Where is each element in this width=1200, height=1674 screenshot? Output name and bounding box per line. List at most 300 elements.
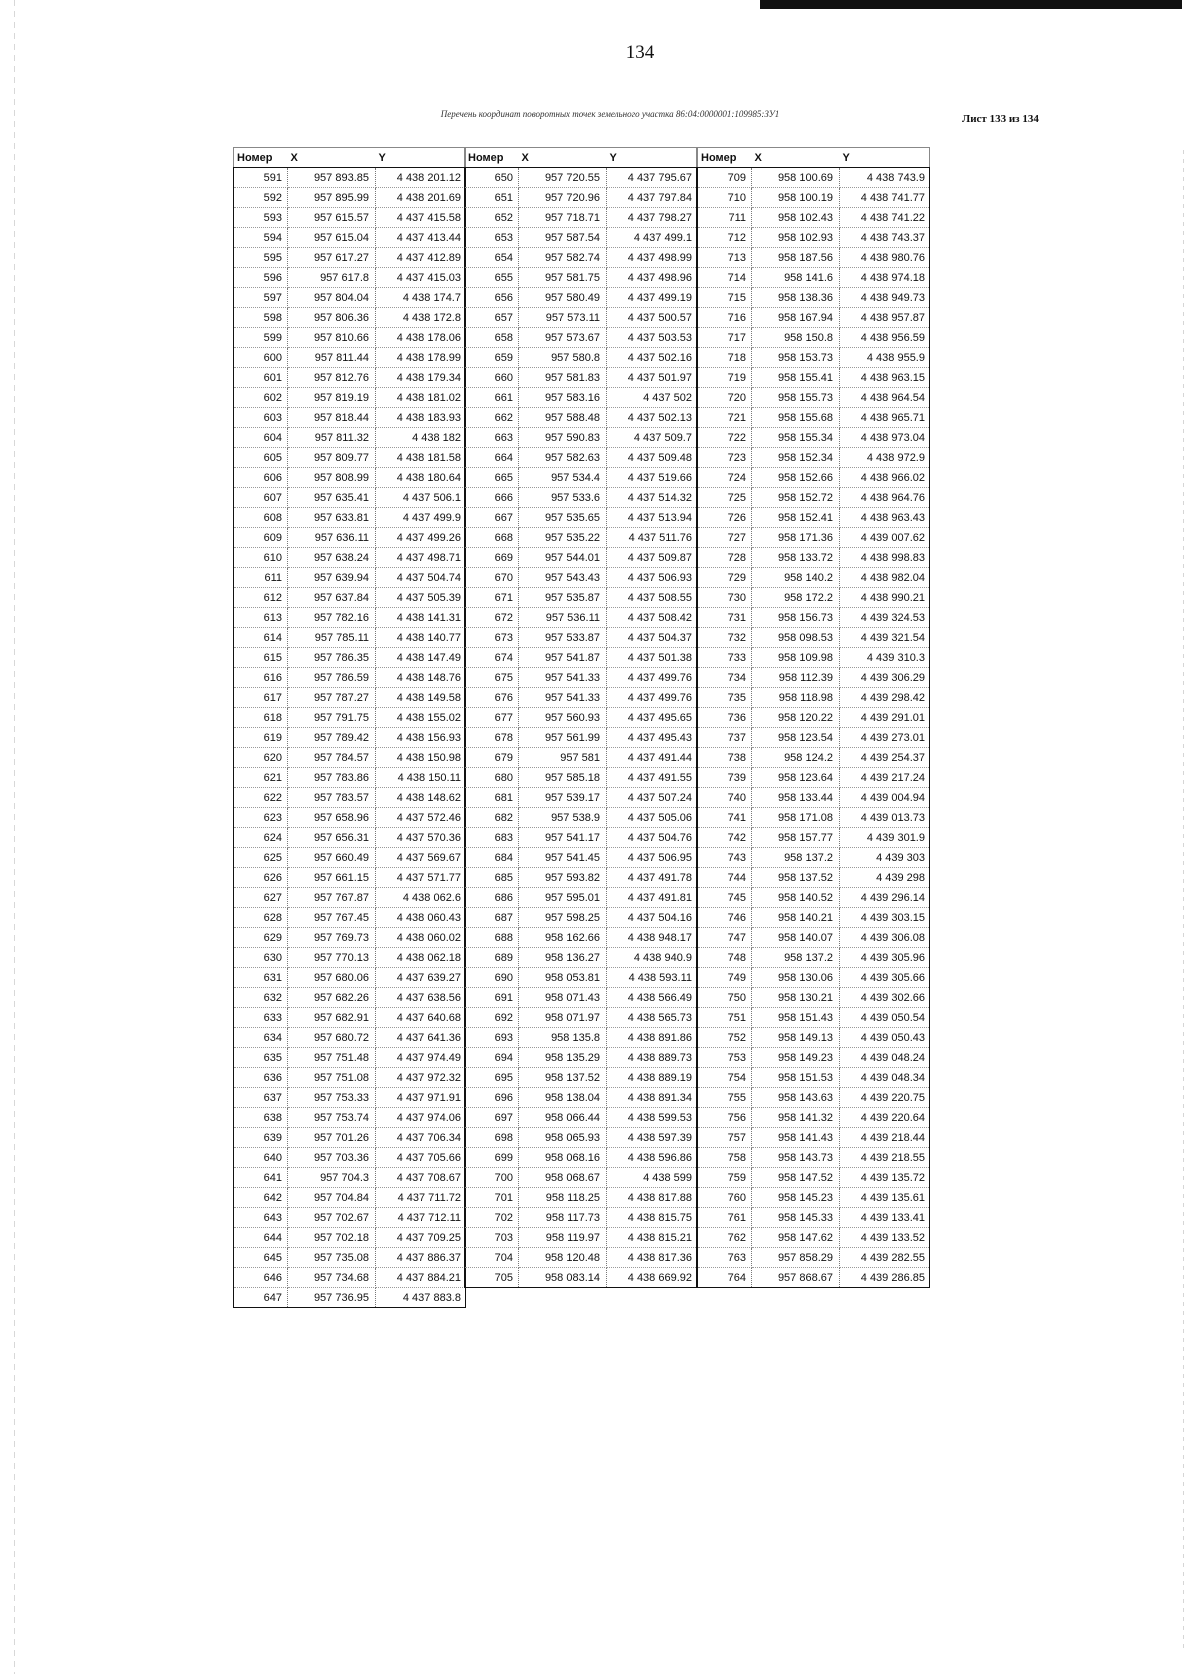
y-coordinate-cell: 4 439 303 xyxy=(840,848,930,868)
x-coordinate-cell: 957 535.65 xyxy=(519,508,607,528)
x-coordinate-cell: 957 868.67 xyxy=(752,1268,840,1288)
table-row xyxy=(698,908,930,928)
table-row xyxy=(698,1028,930,1048)
x-coordinate-cell: 957 858.29 xyxy=(752,1248,840,1268)
table-row xyxy=(234,588,466,608)
x-coordinate-cell: 958 068.16 xyxy=(519,1148,607,1168)
table-row xyxy=(465,948,697,968)
point-number-cell: 593 xyxy=(234,208,288,228)
x-coordinate-cell: 957 718.71 xyxy=(519,208,607,228)
x-coordinate-cell: 958 102.43 xyxy=(752,208,840,228)
table-row xyxy=(234,1268,466,1288)
table-row xyxy=(698,768,930,788)
x-coordinate-cell: 957 720.55 xyxy=(519,168,607,188)
x-coordinate-cell: 958 135.29 xyxy=(519,1048,607,1068)
table-row xyxy=(465,508,697,528)
y-coordinate-cell: 4 437 508.55 xyxy=(607,588,697,608)
x-coordinate-cell: 958 171.08 xyxy=(752,808,840,828)
point-number-cell: 677 xyxy=(465,708,519,728)
table-row xyxy=(698,348,930,368)
table-row xyxy=(465,568,697,588)
point-number-cell: 701 xyxy=(465,1188,519,1208)
y-coordinate-cell: 4 438 891.34 xyxy=(607,1088,697,1108)
table-row xyxy=(465,868,697,888)
point-number-cell: 592 xyxy=(234,188,288,208)
y-coordinate-cell: 4 437 499.26 xyxy=(376,528,466,548)
scan-right-edge xyxy=(1183,150,1184,1650)
x-coordinate-cell: 957 536.11 xyxy=(519,608,607,628)
x-coordinate-cell: 957 573.11 xyxy=(519,308,607,328)
x-coordinate-cell: 958 151.53 xyxy=(752,1068,840,1088)
y-coordinate-cell: 4 438 599.53 xyxy=(607,1108,697,1128)
y-coordinate-cell: 4 438 181.02 xyxy=(376,388,466,408)
y-coordinate-cell: 4 439 048.24 xyxy=(840,1048,930,1068)
table-row xyxy=(698,648,930,668)
y-coordinate-cell: 4 438 148.62 xyxy=(376,788,466,808)
table-row xyxy=(234,868,466,888)
x-coordinate-cell: 958 071.97 xyxy=(519,1008,607,1028)
point-number-cell: 680 xyxy=(465,768,519,788)
point-number-cell: 736 xyxy=(698,708,752,728)
y-coordinate-cell: 4 438 182 xyxy=(376,428,466,448)
y-coordinate-cell: 4 437 705.66 xyxy=(376,1148,466,1168)
point-number-cell: 692 xyxy=(465,1008,519,1028)
x-coordinate-cell: 957 702.18 xyxy=(288,1228,376,1248)
y-coordinate-cell: 4 437 505.39 xyxy=(376,588,466,608)
table-row xyxy=(234,1108,466,1128)
table-row xyxy=(234,388,466,408)
sheet-label: Лист 133 из 134 xyxy=(962,113,1039,125)
x-coordinate-cell: 958 152.41 xyxy=(752,508,840,528)
table-row xyxy=(465,748,697,768)
table-row xyxy=(234,748,466,768)
x-coordinate-cell: 957 658.96 xyxy=(288,808,376,828)
x-coordinate-cell: 957 753.74 xyxy=(288,1108,376,1128)
y-coordinate-cell: 4 439 013.73 xyxy=(840,808,930,828)
x-coordinate-cell: 958 137.52 xyxy=(752,868,840,888)
x-coordinate-cell: 958 140.07 xyxy=(752,928,840,948)
x-coordinate-cell: 958 133.72 xyxy=(752,548,840,568)
y-coordinate-cell: 4 439 296.14 xyxy=(840,888,930,908)
table-row xyxy=(465,848,697,868)
y-coordinate-cell: 4 439 303.15 xyxy=(840,908,930,928)
point-number-cell: 730 xyxy=(698,588,752,608)
point-number-cell: 608 xyxy=(234,508,288,528)
point-number-cell: 664 xyxy=(465,448,519,468)
point-number-cell: 683 xyxy=(465,828,519,848)
x-coordinate-cell: 958 149.23 xyxy=(752,1048,840,1068)
x-coordinate-cell: 958 120.22 xyxy=(752,708,840,728)
x-coordinate-cell: 958 143.63 xyxy=(752,1088,840,1108)
y-coordinate-cell: 4 437 712.11 xyxy=(376,1208,466,1228)
x-coordinate-cell: 958 172.2 xyxy=(752,588,840,608)
y-coordinate-cell: 4 438 148.76 xyxy=(376,668,466,688)
point-number-cell: 755 xyxy=(698,1088,752,1108)
document-caption: Перечень координат поворотных точек земельного участка 86:04:0000001:109985:ЗУ1 xyxy=(440,109,780,119)
table-row xyxy=(698,208,930,228)
x-coordinate-cell: 958 150.8 xyxy=(752,328,840,348)
y-coordinate-cell: 4 437 498.96 xyxy=(607,268,697,288)
table-row xyxy=(698,1088,930,1108)
point-number-cell: 709 xyxy=(698,168,752,188)
table-row xyxy=(698,708,930,728)
table-row xyxy=(698,448,930,468)
y-coordinate-cell: 4 439 050.54 xyxy=(840,1008,930,1028)
point-number-cell: 605 xyxy=(234,448,288,468)
x-coordinate-cell: 958 152.72 xyxy=(752,488,840,508)
point-number-cell: 741 xyxy=(698,808,752,828)
table-row xyxy=(465,668,697,688)
point-number-cell: 657 xyxy=(465,308,519,328)
y-coordinate-cell: 4 438 743.37 xyxy=(840,228,930,248)
table-row xyxy=(465,1108,697,1128)
table-row xyxy=(234,1028,466,1048)
x-coordinate-cell: 957 561.99 xyxy=(519,728,607,748)
y-coordinate-cell: 4 439 135.61 xyxy=(840,1188,930,1208)
table-row xyxy=(234,1228,466,1248)
y-coordinate-cell: 4 438 990.21 xyxy=(840,588,930,608)
point-number-cell: 644 xyxy=(234,1228,288,1248)
table-row xyxy=(234,328,466,348)
x-coordinate-cell: 958 149.13 xyxy=(752,1028,840,1048)
point-number-cell: 598 xyxy=(234,308,288,328)
point-number-cell: 748 xyxy=(698,948,752,968)
y-coordinate-cell: 4 439 218.44 xyxy=(840,1128,930,1148)
x-coordinate-cell: 957 617.27 xyxy=(288,248,376,268)
point-number-cell: 714 xyxy=(698,268,752,288)
y-coordinate-cell: 4 438 179.34 xyxy=(376,368,466,388)
y-coordinate-cell: 4 437 507.24 xyxy=(607,788,697,808)
y-coordinate-cell: 4 439 298 xyxy=(840,868,930,888)
x-coordinate-cell: 957 782.16 xyxy=(288,608,376,628)
x-coordinate-cell: 958 145.33 xyxy=(752,1208,840,1228)
y-coordinate-cell: 4 438 150.11 xyxy=(376,768,466,788)
y-coordinate-cell: 4 437 501.97 xyxy=(607,368,697,388)
table-row xyxy=(465,688,697,708)
y-coordinate-cell: 4 438 201.12 xyxy=(376,168,466,188)
point-number-cell: 735 xyxy=(698,688,752,708)
point-number-cell: 705 xyxy=(465,1268,519,1288)
point-number-cell: 645 xyxy=(234,1248,288,1268)
point-number-cell: 719 xyxy=(698,368,752,388)
table-row xyxy=(234,628,466,648)
point-number-cell: 747 xyxy=(698,928,752,948)
x-coordinate-cell: 958 109.98 xyxy=(752,648,840,668)
table-row xyxy=(234,368,466,388)
y-coordinate-cell: 4 438 972.9 xyxy=(840,448,930,468)
table-row xyxy=(465,408,697,428)
y-coordinate-cell: 4 439 007.62 xyxy=(840,528,930,548)
table-row xyxy=(234,408,466,428)
y-coordinate-cell: 4 438 150.98 xyxy=(376,748,466,768)
point-number-cell: 647 xyxy=(234,1288,288,1308)
y-coordinate-cell: 4 437 638.56 xyxy=(376,988,466,1008)
point-number-cell: 695 xyxy=(465,1068,519,1088)
point-number-cell: 639 xyxy=(234,1128,288,1148)
table-header-row xyxy=(698,148,930,168)
table-row xyxy=(234,568,466,588)
x-coordinate-cell: 957 582.63 xyxy=(519,448,607,468)
coordinate-table-1 xyxy=(233,147,466,1308)
point-number-cell: 650 xyxy=(465,168,519,188)
point-number-cell: 729 xyxy=(698,568,752,588)
x-coordinate-cell: 958 112.39 xyxy=(752,668,840,688)
point-number-cell: 643 xyxy=(234,1208,288,1228)
y-coordinate-cell: 4 439 310.3 xyxy=(840,648,930,668)
table-row xyxy=(234,888,466,908)
x-coordinate-cell: 958 141.6 xyxy=(752,268,840,288)
point-number-cell: 749 xyxy=(698,968,752,988)
x-coordinate-cell: 958 119.97 xyxy=(519,1228,607,1248)
table-row xyxy=(465,268,697,288)
y-coordinate-cell: 4 437 503.53 xyxy=(607,328,697,348)
y-coordinate-cell: 4 437 491.55 xyxy=(607,768,697,788)
y-coordinate-cell: 4 437 572.46 xyxy=(376,808,466,828)
table-row xyxy=(234,948,466,968)
table-row xyxy=(698,308,930,328)
table-row xyxy=(698,1208,930,1228)
table-row xyxy=(698,928,930,948)
x-coordinate-cell: 957 811.44 xyxy=(288,348,376,368)
y-coordinate-cell: 4 438 889.73 xyxy=(607,1048,697,1068)
table-row xyxy=(465,1008,697,1028)
table-row xyxy=(234,168,466,188)
y-coordinate-cell: 4 437 495.65 xyxy=(607,708,697,728)
table-row xyxy=(465,828,697,848)
x-coordinate-cell: 958 157.77 xyxy=(752,828,840,848)
table-row xyxy=(698,588,930,608)
table-row xyxy=(698,528,930,548)
point-number-cell: 599 xyxy=(234,328,288,348)
x-coordinate-cell: 957 585.18 xyxy=(519,768,607,788)
y-coordinate-cell: 4 438 741.77 xyxy=(840,188,930,208)
point-number-cell: 737 xyxy=(698,728,752,748)
y-coordinate-cell: 4 437 491.81 xyxy=(607,888,697,908)
y-coordinate-cell: 4 438 998.83 xyxy=(840,548,930,568)
x-coordinate-cell: 958 140.2 xyxy=(752,568,840,588)
table-row xyxy=(698,688,930,708)
table-row xyxy=(234,828,466,848)
table-row xyxy=(698,1068,930,1088)
point-number-cell: 739 xyxy=(698,768,752,788)
table-row xyxy=(698,1268,930,1288)
y-coordinate-cell: 4 437 569.67 xyxy=(376,848,466,868)
point-number-cell: 665 xyxy=(465,468,519,488)
table-row xyxy=(234,1248,466,1268)
table-row xyxy=(698,368,930,388)
table-row xyxy=(465,728,697,748)
x-coordinate-cell: 957 789.42 xyxy=(288,728,376,748)
point-number-cell: 757 xyxy=(698,1128,752,1148)
y-coordinate-cell: 4 438 974.18 xyxy=(840,268,930,288)
table-row xyxy=(465,1168,697,1188)
x-coordinate-cell: 957 811.32 xyxy=(288,428,376,448)
y-coordinate-cell: 4 439 048.34 xyxy=(840,1068,930,1088)
table-row xyxy=(698,788,930,808)
table-row xyxy=(234,1068,466,1088)
point-number-cell: 689 xyxy=(465,948,519,968)
point-number-cell: 646 xyxy=(234,1268,288,1288)
x-coordinate-cell: 957 580.8 xyxy=(519,348,607,368)
y-coordinate-cell: 4 437 974.06 xyxy=(376,1108,466,1128)
point-number-cell: 690 xyxy=(465,968,519,988)
point-number-cell: 607 xyxy=(234,488,288,508)
table-row xyxy=(698,168,930,188)
x-coordinate-cell: 958 140.21 xyxy=(752,908,840,928)
point-number-cell: 760 xyxy=(698,1188,752,1208)
y-coordinate-cell: 4 437 506.93 xyxy=(607,568,697,588)
table-row xyxy=(234,508,466,528)
table-row xyxy=(698,488,930,508)
point-number-cell: 726 xyxy=(698,508,752,528)
x-coordinate-cell: 957 635.41 xyxy=(288,488,376,508)
table-row xyxy=(465,168,697,188)
y-coordinate-cell: 4 438 948.17 xyxy=(607,928,697,948)
table-row xyxy=(234,768,466,788)
table-row xyxy=(234,648,466,668)
table-row xyxy=(234,1208,466,1228)
x-coordinate-cell: 958 187.56 xyxy=(752,248,840,268)
header-x: X xyxy=(752,148,840,168)
y-coordinate-cell: 4 437 972.32 xyxy=(376,1068,466,1088)
table-row xyxy=(234,468,466,488)
x-coordinate-cell: 957 534.4 xyxy=(519,468,607,488)
y-coordinate-cell: 4 438 964.54 xyxy=(840,388,930,408)
x-coordinate-cell: 957 615.57 xyxy=(288,208,376,228)
point-number-cell: 668 xyxy=(465,528,519,548)
point-number-cell: 715 xyxy=(698,288,752,308)
y-coordinate-cell: 4 438 178.99 xyxy=(376,348,466,368)
y-coordinate-cell: 4 437 491.44 xyxy=(607,748,697,768)
coordinate-table-3 xyxy=(697,147,930,1288)
x-coordinate-cell: 957 638.24 xyxy=(288,548,376,568)
table-row xyxy=(234,268,466,288)
y-coordinate-cell: 4 437 505.06 xyxy=(607,808,697,828)
x-coordinate-cell: 958 065.93 xyxy=(519,1128,607,1148)
point-number-cell: 758 xyxy=(698,1148,752,1168)
point-number-cell: 733 xyxy=(698,648,752,668)
x-coordinate-cell: 957 751.48 xyxy=(288,1048,376,1068)
point-number-cell: 612 xyxy=(234,588,288,608)
x-coordinate-cell: 958 083.14 xyxy=(519,1268,607,1288)
x-coordinate-cell: 958 138.04 xyxy=(519,1088,607,1108)
y-coordinate-cell: 4 439 306.29 xyxy=(840,668,930,688)
table-row xyxy=(234,1288,466,1308)
point-number-cell: 673 xyxy=(465,628,519,648)
header-number: Номер xyxy=(465,148,519,168)
point-number-cell: 740 xyxy=(698,788,752,808)
x-coordinate-cell: 957 791.75 xyxy=(288,708,376,728)
x-coordinate-cell: 958 138.36 xyxy=(752,288,840,308)
point-number-cell: 654 xyxy=(465,248,519,268)
table-row xyxy=(698,848,930,868)
x-coordinate-cell: 957 590.83 xyxy=(519,428,607,448)
table-row xyxy=(465,768,697,788)
header-x: X xyxy=(288,148,376,168)
table-row xyxy=(465,1228,697,1248)
x-coordinate-cell: 958 118.98 xyxy=(752,688,840,708)
y-coordinate-cell: 4 439 254.37 xyxy=(840,748,930,768)
y-coordinate-cell: 4 438 964.76 xyxy=(840,488,930,508)
point-number-cell: 713 xyxy=(698,248,752,268)
table-row xyxy=(465,708,697,728)
y-coordinate-cell: 4 438 815.21 xyxy=(607,1228,697,1248)
point-number-cell: 637 xyxy=(234,1088,288,1108)
y-coordinate-cell: 4 438 741.22 xyxy=(840,208,930,228)
y-coordinate-cell: 4 439 004.94 xyxy=(840,788,930,808)
table-row xyxy=(234,428,466,448)
table-row xyxy=(698,888,930,908)
table-row xyxy=(698,728,930,748)
table-row xyxy=(698,548,930,568)
point-number-cell: 614 xyxy=(234,628,288,648)
y-coordinate-cell: 4 437 498.99 xyxy=(607,248,697,268)
coordinate-table-2 xyxy=(464,147,697,1288)
x-coordinate-cell: 957 893.85 xyxy=(288,168,376,188)
x-coordinate-cell: 958 066.44 xyxy=(519,1108,607,1128)
y-coordinate-cell: 4 438 596.86 xyxy=(607,1148,697,1168)
point-number-cell: 658 xyxy=(465,328,519,348)
y-coordinate-cell: 4 438 965.71 xyxy=(840,408,930,428)
y-coordinate-cell: 4 439 321.54 xyxy=(840,628,930,648)
table-row xyxy=(698,968,930,988)
table-row xyxy=(698,948,930,968)
table-row xyxy=(465,808,697,828)
table-row xyxy=(698,428,930,448)
y-coordinate-cell: 4 438 963.15 xyxy=(840,368,930,388)
point-number-cell: 725 xyxy=(698,488,752,508)
point-number-cell: 720 xyxy=(698,388,752,408)
x-coordinate-cell: 957 541.87 xyxy=(519,648,607,668)
x-coordinate-cell: 957 751.08 xyxy=(288,1068,376,1088)
table-row xyxy=(465,368,697,388)
x-coordinate-cell: 957 736.95 xyxy=(288,1288,376,1308)
point-number-cell: 700 xyxy=(465,1168,519,1188)
table-row xyxy=(465,248,697,268)
y-coordinate-cell: 4 439 301.9 xyxy=(840,828,930,848)
point-number-cell: 663 xyxy=(465,428,519,448)
point-number-cell: 711 xyxy=(698,208,752,228)
point-number-cell: 675 xyxy=(465,668,519,688)
y-coordinate-cell: 4 439 218.55 xyxy=(840,1148,930,1168)
x-coordinate-cell: 957 809.77 xyxy=(288,448,376,468)
point-number-cell: 602 xyxy=(234,388,288,408)
point-number-cell: 632 xyxy=(234,988,288,1008)
x-coordinate-cell: 958 124.2 xyxy=(752,748,840,768)
x-coordinate-cell: 958 053.81 xyxy=(519,968,607,988)
point-number-cell: 642 xyxy=(234,1188,288,1208)
table-row xyxy=(234,228,466,248)
x-coordinate-cell: 958 137.2 xyxy=(752,848,840,868)
header-x: X xyxy=(519,148,607,168)
x-coordinate-cell: 957 598.25 xyxy=(519,908,607,928)
y-coordinate-cell: 4 437 412.89 xyxy=(376,248,466,268)
table-row xyxy=(465,888,697,908)
y-coordinate-cell: 4 438 178.06 xyxy=(376,328,466,348)
x-coordinate-cell: 957 533.6 xyxy=(519,488,607,508)
x-coordinate-cell: 957 704.84 xyxy=(288,1188,376,1208)
y-coordinate-cell: 4 438 949.73 xyxy=(840,288,930,308)
point-number-cell: 616 xyxy=(234,668,288,688)
x-coordinate-cell: 957 656.31 xyxy=(288,828,376,848)
y-coordinate-cell: 4 437 571.77 xyxy=(376,868,466,888)
point-number-cell: 717 xyxy=(698,328,752,348)
point-number-cell: 723 xyxy=(698,448,752,468)
point-number-cell: 744 xyxy=(698,868,752,888)
point-number-cell: 628 xyxy=(234,908,288,928)
y-coordinate-cell: 4 438 817.88 xyxy=(607,1188,697,1208)
table-row xyxy=(465,548,697,568)
